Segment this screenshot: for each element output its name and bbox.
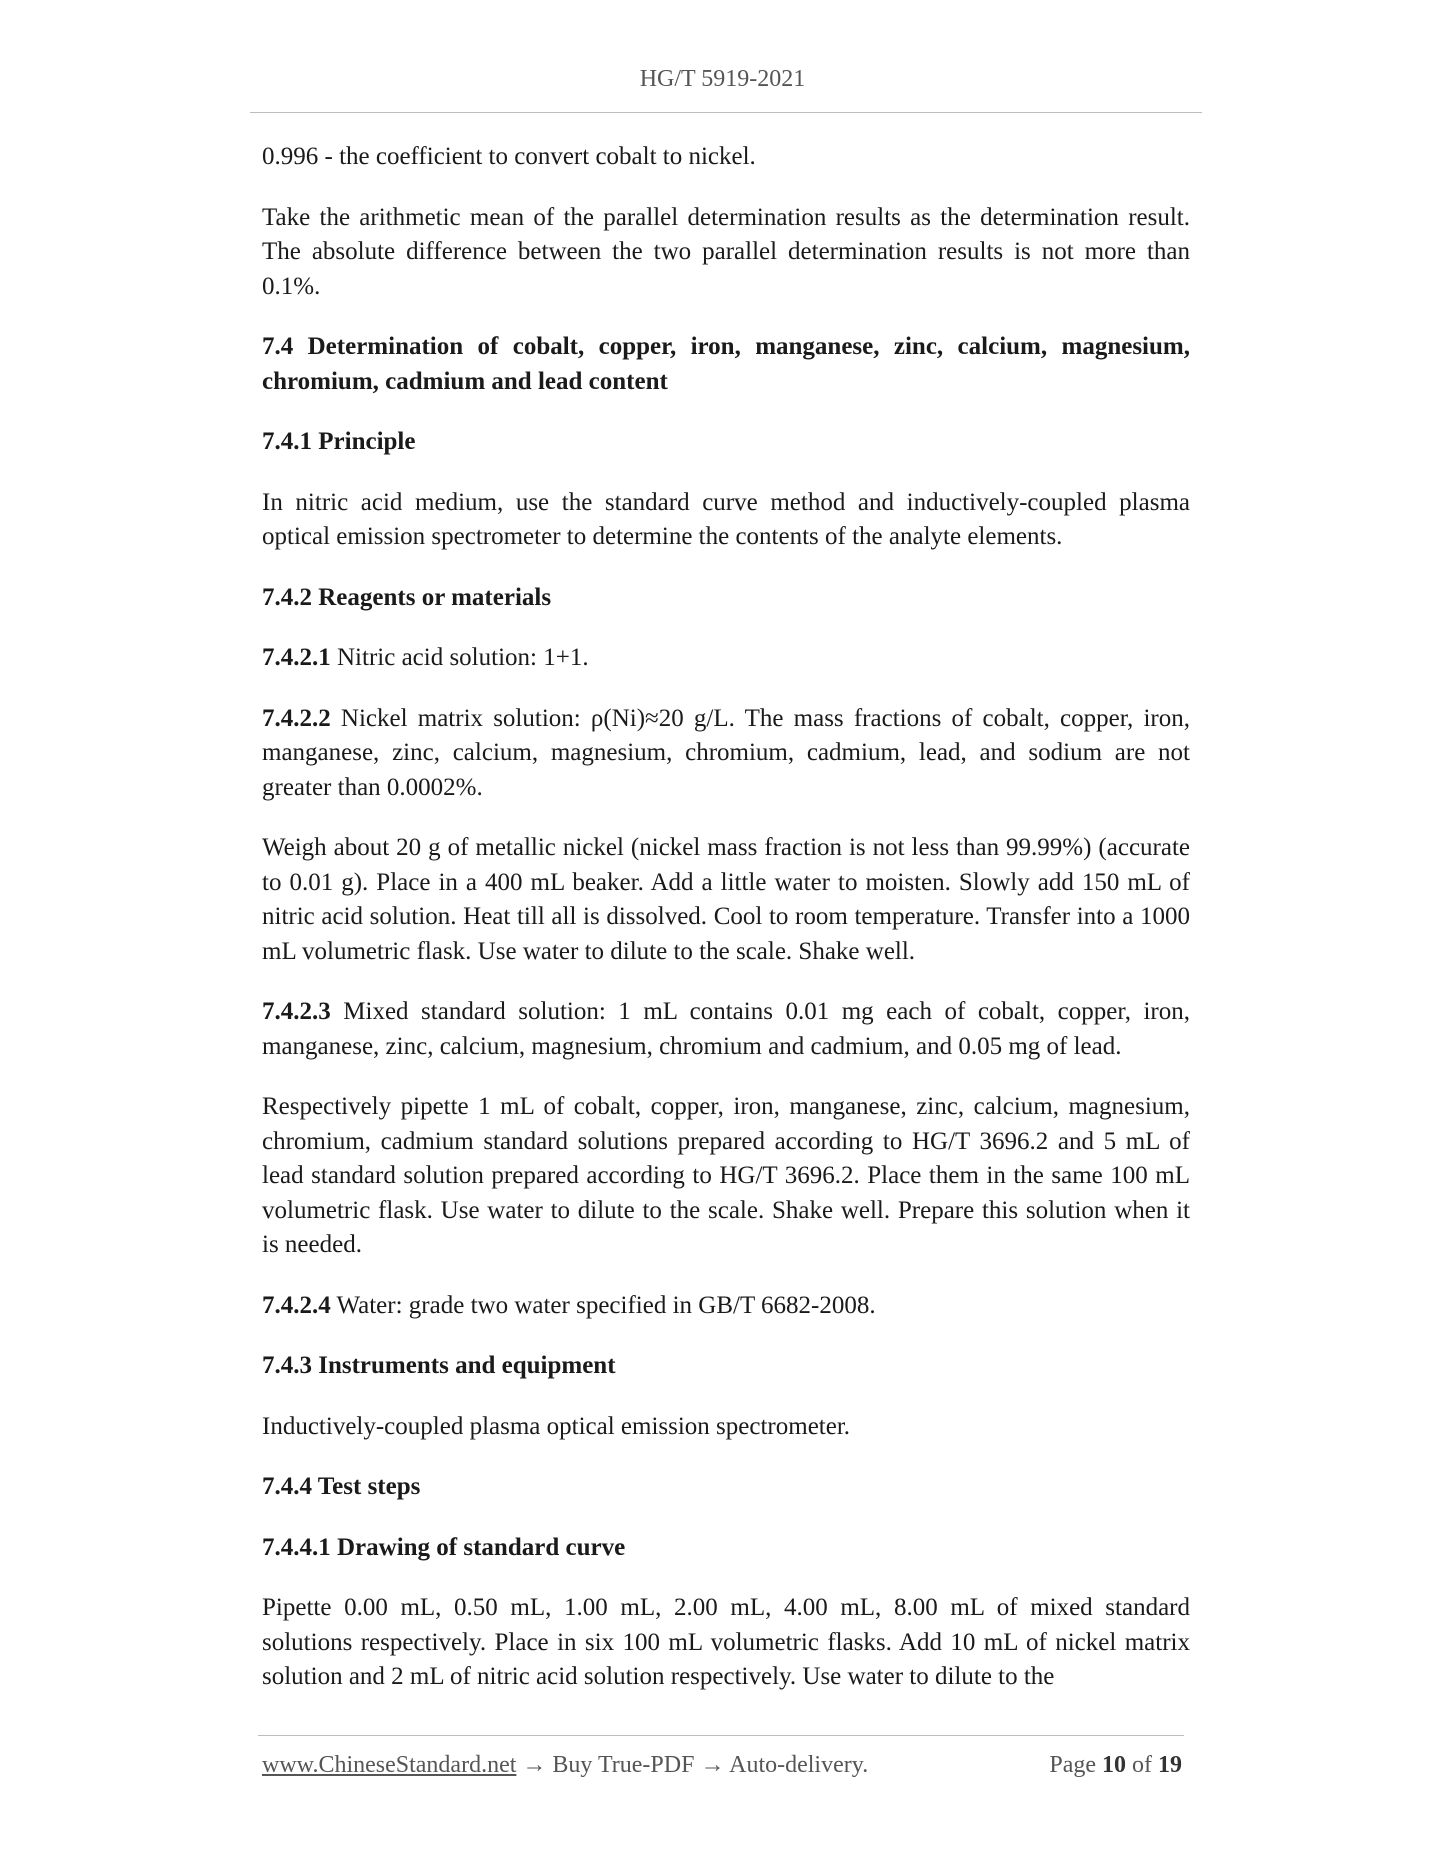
website-link[interactable]: www.ChineseStandard.net [262, 1752, 517, 1778]
paragraph-mixed-standard-prep: Respectively pipette 1 mL of cobalt, copper, iron, manganese, zinc, calcium, magnesium, chromium, cadmium standard solutions prepared according to HG/T 3696.2 and 5 mL of lead standard solution prepared according to HG/T 3696.2. Place them in the same 100 mL volumetric flask. Use water to dilute to the scale. Shake well. Prepare this solution when it is needed. [262, 1093, 1190, 1258]
footer-divider [258, 1735, 1184, 1736]
footer-promo-text: → Buy True-PDF → Auto-delivery. [516, 1752, 869, 1778]
heading-7-4-2: 7.4.2 Reagents or materials [262, 583, 552, 611]
heading-7-4-1: 7.4.1 Principle [262, 428, 416, 455]
clause-7-4-2-4 [262, 1289, 1190, 1324]
clause-text: Water: grade two water specified in GB/T 6682-2008. [330, 1291, 876, 1319]
heading-7-4-3: 7.4.3 Instruments and equipment [262, 1352, 616, 1379]
paragraph-coefficient: 0.996 - the coefficient to convert cobalt to nickel. [262, 143, 756, 170]
current-page: 10 [1102, 1752, 1126, 1778]
page-word: Page [1049, 1752, 1102, 1778]
heading-7-4-4: 7.4.4 Test steps [262, 1473, 421, 1500]
clause-number: 7.4.2.2 [262, 704, 331, 732]
total-pages: 19 [1158, 1752, 1182, 1778]
clause-number: 7.4.2.3 [262, 998, 331, 1025]
clause-text: Nitric acid solution: 1+1. [330, 644, 589, 671]
heading-7-4-4-1: 7.4.4.1 Drawing of standard curve [262, 1533, 626, 1561]
paragraph-instruments: Inductively-coupled plasma optical emission spectrometer. [262, 1412, 851, 1440]
clause-7-4-2-3 [262, 995, 1190, 1064]
clause-text: Nickel matrix solution: ρ(Ni)≈20 g/L. The mass fractions of cobalt, copper, iron, manganese, zinc, calcium, magnesium, chromium, cadmium, lead, and sodium are not greater than 0.0002%. [262, 704, 1190, 801]
paragraph-standard-curve: Pipette 0.00 mL, 0.50 mL, 1.00 mL, 2.00 mL, 4.00 mL, 8.00 mL of mixed standard solutions respectively. Place in six 100 mL volumetric flasks. Add 10 mL of nickel matrix solution and 2 mL of nitric acid solution respectively. Use water to dilute to the [262, 1594, 1190, 1690]
document-code-header: HG/T 5919-2021 [639, 66, 806, 92]
clause-text: Mixed standard solution: 1 mL contains 0.01 mg each of cobalt, copper, iron, manganese, zinc, calcium, magnesium, chromium and cadmium, and 0.05 mg of lead. [262, 998, 1190, 1060]
paragraph-arithmetic-mean: Take the arithmetic mean of the parallel determination results as the determination result. The absolute difference between the two parallel determination results is not more than 0.1%. [262, 203, 1190, 300]
footer-promo [262, 1752, 868, 1779]
of-word: of [1126, 1752, 1158, 1778]
paragraph-nickel-matrix-prep: Weigh about 20 g of metallic nickel (nickel mass fraction is not less than 99.99%) (accurate to 0.01 g). Place in a 400 mL beaker. Add a little water to moisten. Slowly add 150 mL of nitric acid solution. Heat till all is dissolved. Cool to room temperature. Transfer into a 1000 mL volumetric flask. Use water to dilute to the scale. Shake well. [262, 834, 1190, 965]
heading-7-4: 7.4 Determination of cobalt, copper, iron, manganese, zinc, calcium, magnesium, chromium, cadmium and lead content [262, 333, 1190, 395]
paragraph-principle: In nitric acid medium, use the standard curve method and inductively-coupled plasma optical emission spectrometer to determine the contents of the analyte elements. [262, 488, 1190, 550]
header-divider [250, 112, 1202, 113]
clause-7-4-2-2 [262, 702, 1190, 806]
page-indicator [1049, 1752, 1182, 1779]
page-content [262, 140, 1190, 1721]
clause-7-4-2-1 [262, 641, 1190, 676]
clause-number: 7.4.2.4 [262, 1291, 331, 1319]
clause-number: 7.4.2.1 [262, 644, 331, 671]
